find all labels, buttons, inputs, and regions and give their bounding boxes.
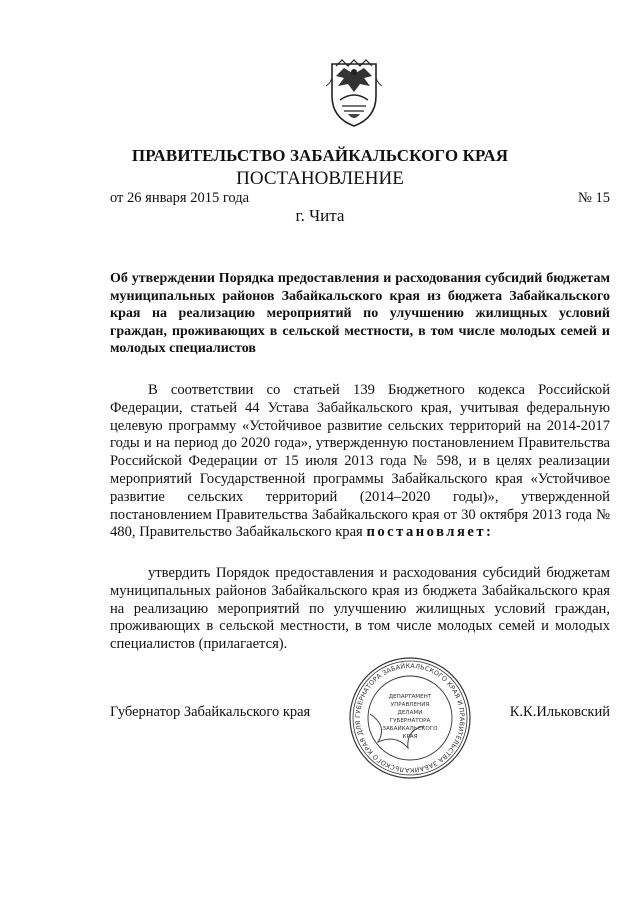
resolution-paragraph: утвердить Порядок предоставления и расходования субсидий бюджетам муниципальных районов Забайкальского края из бюджета Забайкальского края на реализацию мероприятий по улучшению жилищных условий граждан, проживающих в сельской местности, в том числе молодых семей и молодых специалистов (прилагается).: [110, 565, 610, 653]
preamble-paragraph: [110, 382, 610, 542]
government-title: ПРАВИТЕЛЬСТВО ЗАБАЙКАЛЬСКОГО КРАЯ: [131, 146, 509, 165]
document-number: № 15: [578, 190, 610, 206]
document-city: г. Чита: [295, 206, 345, 225]
svg-text:ДЕЛАМИ: ДЕЛАМИ: [397, 710, 423, 716]
svg-text:ЗАБАЙКАЛЬСКОГО: ЗАБАЙКАЛЬСКОГО: [382, 726, 438, 732]
document-subject: Об утверждении Порядка предоставления и расходования субсидий бюджетам муниципальных районов Забайкальского края из бюджета Забайкальского края на реализацию мероприятий по улучшению жилищных условий граждан, проживающих в сельской местности, в том числе молодых семей и молодых специалистов: [110, 271, 610, 357]
document-date: от 26 января 2015 года: [110, 190, 250, 206]
coat-of-arms-icon: [322, 56, 386, 128]
svg-text:ДЕПАРТАМЕНТ: ДЕПАРТАМЕНТ: [388, 694, 432, 700]
official-seal: [348, 656, 472, 780]
svg-text:ГУБЕРНАТОРА ЗАБАЙКАЛЬСКОГО КРА: ГУБЕРНАТОРА ЗАБАЙКАЛЬСКОГО КРАЯ И ПРАВИТЕЛЬСТВА ЗАБАЙКАЛЬСКОГО КРАЯ ДЛЯ: [353, 661, 467, 775]
decree-word: постановляет:: [366, 524, 494, 541]
signatory-role: Губернатор Забайкальского края: [110, 704, 311, 720]
svg-text:УПРАВЛЕНИЯ: УПРАВЛЕНИЯ: [390, 702, 430, 708]
document-type: ПОСТАНОВЛЕНИЕ: [236, 168, 404, 189]
svg-text:ГУБЕРНАТОРА: ГУБЕРНАТОРА: [389, 718, 431, 724]
svg-text:КРАЯ: КРАЯ: [402, 734, 418, 740]
preamble-text: В соответствии со статьей 139 Бюджетного кодекса Российской Федерации, статьей 44 Устава Забайкальского края, учитывая федеральную целевую программу «Устойчивое развитие сельских территорий на 2014-2017 годы и на период до 2020 года», утвержденную постановлением Правительства Российской Федерации от 15 июля 2013 года № 598, и в целях реализации мероприятий Государственной программы Забайкальского края «Устойчивое развитие сельских территорий (2014–2020 годы)», утвержденной постановлением Правительства Забайкальского края от 30 октября 2013 года № 480, Правительство Забайкальского края: [110, 382, 610, 541]
signatory-name: К.К.Ильковский: [509, 704, 610, 720]
